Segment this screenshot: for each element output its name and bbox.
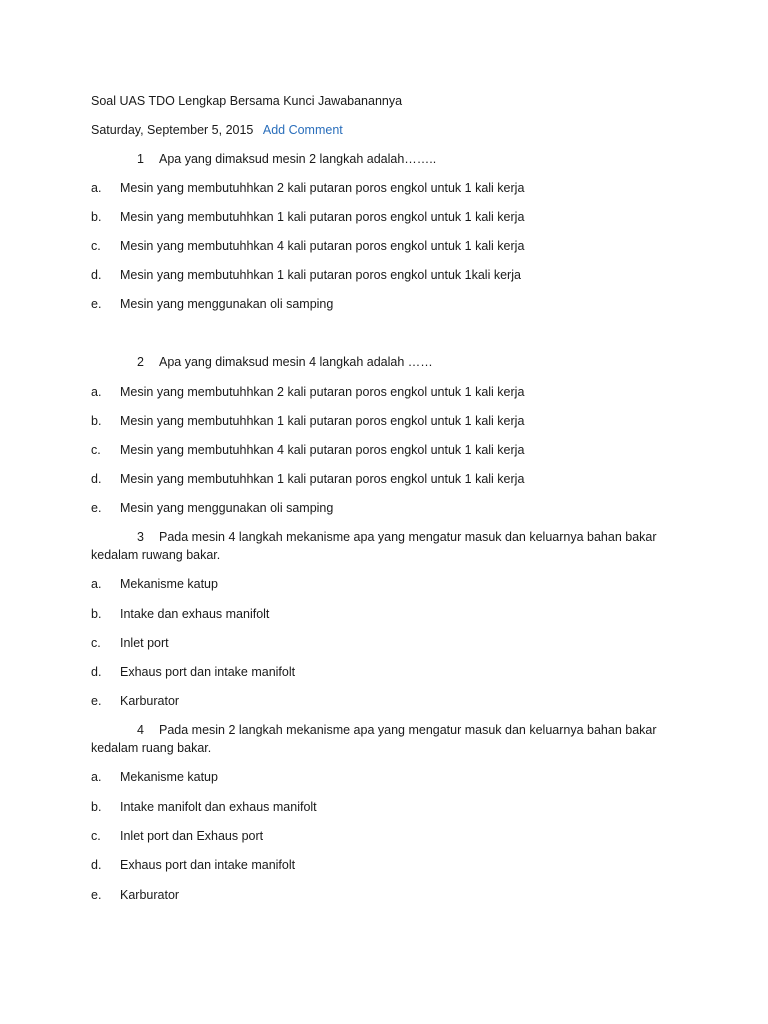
option-4d bbox=[91, 858, 295, 872]
question-4 bbox=[91, 721, 691, 757]
option-text: Intake dan exhaus manifolt bbox=[120, 607, 270, 621]
option-text: Mesin yang menggunakan oli samping bbox=[120, 297, 334, 311]
option-letter: b. bbox=[91, 607, 102, 621]
option-letter: d. bbox=[91, 665, 102, 679]
option-letter: c. bbox=[91, 829, 101, 843]
option-3d bbox=[91, 665, 295, 679]
option-letter: d. bbox=[91, 858, 102, 872]
option-1b bbox=[91, 210, 524, 224]
option-1c bbox=[91, 239, 524, 253]
option-text: Mesin yang membutuhhkan 1 kali putaran poros engkol untuk 1 kali kerja bbox=[120, 414, 525, 428]
option-letter: b. bbox=[91, 210, 102, 224]
option-text: Exhaus port dan intake manifolt bbox=[120, 858, 296, 872]
option-letter: a. bbox=[91, 181, 102, 195]
option-2c bbox=[91, 443, 524, 457]
question-1 bbox=[137, 152, 436, 166]
question-text: Pada mesin 4 langkah mekanisme apa yang mengatur masuk dan keluarnya bahan bakar kedalam ruwang bakar. bbox=[91, 530, 657, 562]
option-1d bbox=[91, 268, 521, 282]
option-letter: e. bbox=[91, 694, 102, 708]
option-letter: c. bbox=[91, 443, 101, 457]
option-letter: e. bbox=[91, 501, 102, 515]
option-4e bbox=[91, 888, 179, 902]
option-text: Mesin yang membutuhhkan 4 kali putaran poros engkol untuk 1 kali kerja bbox=[120, 239, 525, 253]
option-text: Mesin yang membutuhhkan 2 kali putaran poros engkol untuk 1 kali kerja bbox=[120, 181, 525, 195]
option-4c bbox=[91, 829, 263, 843]
option-text: Inlet port dan Exhaus port bbox=[120, 829, 264, 843]
option-text: Mekanisme katup bbox=[120, 577, 218, 591]
option-letter: b. bbox=[91, 414, 102, 428]
post-meta bbox=[91, 123, 343, 137]
option-2d bbox=[91, 472, 524, 486]
question-2 bbox=[137, 355, 433, 369]
option-text: Mekanisme katup bbox=[120, 770, 218, 784]
question-text: Apa yang dimaksud mesin 2 langkah adalah…….. bbox=[159, 152, 437, 166]
option-3e bbox=[91, 694, 179, 708]
option-letter: e. bbox=[91, 297, 102, 311]
option-3a bbox=[91, 577, 218, 591]
option-3b bbox=[91, 607, 269, 621]
option-text: Mesin yang membutuhhkan 1 kali putaran poros engkol untuk 1kali kerja bbox=[120, 268, 521, 282]
option-1e bbox=[91, 297, 333, 311]
option-text: Mesin yang membutuhhkan 1 kali putaran poros engkol untuk 1 kali kerja bbox=[120, 472, 525, 486]
option-text: Exhaus port dan intake manifolt bbox=[120, 665, 296, 679]
question-number: 4 bbox=[137, 723, 144, 737]
post-date: Saturday, September 5, 2015 bbox=[91, 123, 254, 137]
option-4b bbox=[91, 800, 317, 814]
option-2b bbox=[91, 414, 524, 428]
option-letter: c. bbox=[91, 636, 101, 650]
option-letter: d. bbox=[91, 472, 102, 486]
option-text: Karburator bbox=[120, 888, 180, 902]
option-2a bbox=[91, 385, 524, 399]
option-text: Mesin yang membutuhhkan 2 kali putaran poros engkol untuk 1 kali kerja bbox=[120, 385, 525, 399]
option-letter: e. bbox=[91, 888, 102, 902]
option-text: Intake manifolt dan exhaus manifolt bbox=[120, 800, 317, 814]
option-letter: d. bbox=[91, 268, 102, 282]
question-text: Pada mesin 2 langkah mekanisme apa yang mengatur masuk dan keluarnya bahan bakar kedalam ruang bakar. bbox=[91, 723, 657, 755]
question-number: 2 bbox=[137, 355, 144, 369]
option-text: Inlet port bbox=[120, 636, 169, 650]
option-text: Mesin yang menggunakan oli samping bbox=[120, 501, 334, 515]
option-3c bbox=[91, 636, 169, 650]
option-letter: c. bbox=[91, 239, 101, 253]
option-text: Mesin yang membutuhhkan 1 kali putaran poros engkol untuk 1 kali kerja bbox=[120, 210, 525, 224]
question-3 bbox=[91, 528, 691, 564]
option-letter: b. bbox=[91, 800, 102, 814]
option-letter: a. bbox=[91, 385, 102, 399]
option-text: Karburator bbox=[120, 694, 180, 708]
question-number: 3 bbox=[137, 530, 144, 544]
option-letter: a. bbox=[91, 770, 102, 784]
option-text: Mesin yang membutuhhkan 4 kali putaran poros engkol untuk 1 kali kerja bbox=[120, 443, 525, 457]
document-title: Soal UAS TDO Lengkap Bersama Kunci Jawabanannya bbox=[91, 94, 403, 108]
option-2e bbox=[91, 501, 333, 515]
option-letter: a. bbox=[91, 577, 102, 591]
option-4a bbox=[91, 770, 218, 784]
add-comment-link[interactable]: Add Comment bbox=[262, 123, 343, 137]
question-text: Apa yang dimaksud mesin 4 langkah adalah …… bbox=[159, 355, 433, 369]
option-1a bbox=[91, 181, 524, 195]
question-number: 1 bbox=[137, 152, 144, 166]
